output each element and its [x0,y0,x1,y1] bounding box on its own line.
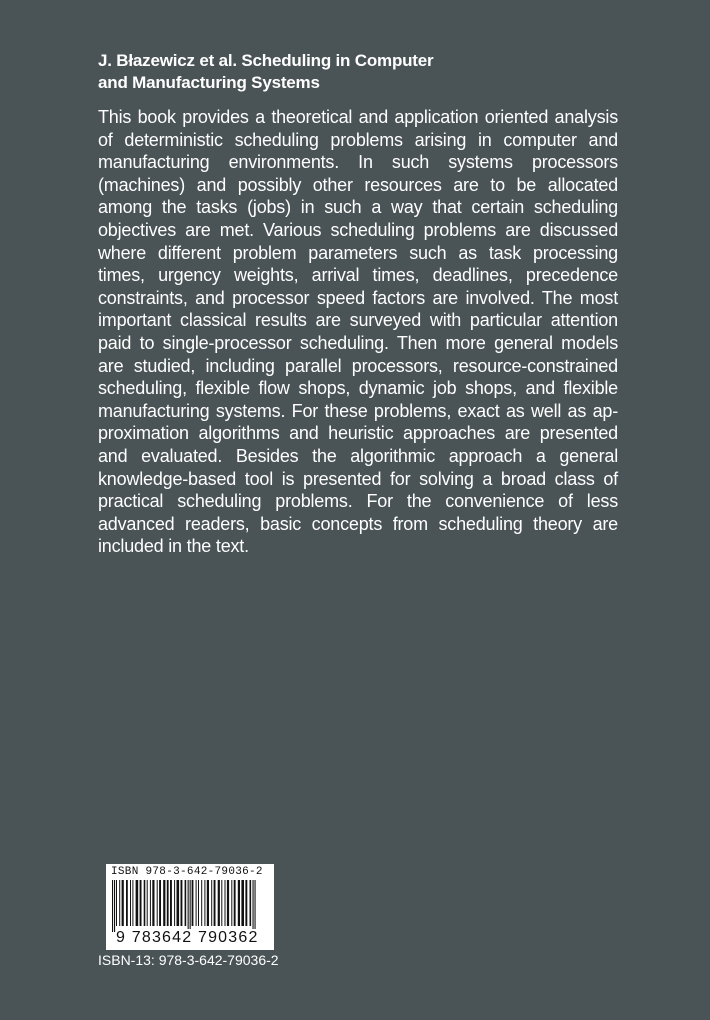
barcode-bar [167,880,169,926]
isbn-13-text: ISBN-13: 978-3-642-79036-2 [98,952,279,968]
barcode-bar [231,880,232,926]
barcode-label [106,864,274,950]
barcode-bar [198,880,199,926]
description-line: This book provides a theoretical and application oriented analysis [98,107,618,127]
description-line: constraints, and processor speed factors are involved. The most [98,287,618,308]
barcode-guard-bar [114,880,115,932]
description-line: among the tasks (jobs) in such a way that certain scheduling [98,197,618,218]
barcode-bar [238,880,240,926]
barcode-bar [163,880,165,926]
barcode-bar [204,880,205,926]
description-line: practical scheduling problems. For the convenience of less [98,491,618,512]
title-line-2: and Manufacturing Systems [98,73,320,92]
barcode-bar [116,880,117,926]
barcode-bar [214,880,216,926]
barcode-bar [185,880,187,926]
description-line: important classical results are surveyed with particular attention [98,310,618,331]
barcode-guard-bar [190,880,191,932]
barcode-bar [201,880,202,926]
book-description [98,106,618,558]
barcode-bar [196,880,197,926]
description-line: proximation algorithms and heuristic approaches are presented [98,423,618,444]
barcode-bar [192,880,194,926]
barcode-guard-bar [188,880,189,932]
barcode-bar [159,880,161,926]
barcode-bar [119,880,120,926]
barcode-bar [122,880,124,926]
description-line: manufacturing systems. For these problems, exact as well as ap- [98,400,618,421]
description-line: (machines) and possibly other resources are to be allocated [98,174,618,195]
barcode-bar [170,880,172,926]
barcode-bar [227,880,229,926]
description-line: included in the text. [98,536,249,557]
description-line: paid to single-processor scheduling. Then more general models [98,332,618,353]
barcode-bar [181,880,183,926]
description-line: times, urgency weights, arrival times, deadlines, precedence [98,265,618,286]
barcode-bar [140,880,142,926]
barcode-bar [241,880,244,926]
description-line: scheduling, flexible flow shops, dynamic job shops, and flexible [98,378,618,399]
barcode-bar [221,880,222,926]
barcode-bar [225,880,226,926]
barcode-bar [245,880,247,926]
barcode-bar [218,880,220,926]
barcode-bar [174,880,175,926]
description-line: of deterministic scheduling problems arising in computer and [98,129,618,150]
barcode-isbn-text: ISBN 978-3-642-79036-2 [111,866,263,878]
barcode-bar [150,880,151,926]
description-line: where different problem parameters such as task processing [98,242,618,263]
barcode-bars [110,880,270,932]
barcode-bar [234,880,236,926]
barcode-bar [147,880,148,926]
barcode-bar [207,880,209,926]
barcode-bar [130,880,131,926]
barcode-bar [211,880,212,926]
barcode-bar [126,880,128,926]
barcode-ean-digits: 9 783642 790362 [116,929,259,946]
description-line: advanced readers, basic concepts from scheduling theory are [98,513,618,534]
description-line: objectives are met. Various scheduling problems are discussed [98,219,618,240]
description-line: and evaluated. Besides the algorithmic approach a general [98,445,618,466]
barcode-bar [144,880,146,926]
barcode-guard-bar [112,880,113,932]
barcode-bar [136,880,139,926]
barcode-bar [250,880,252,926]
barcode-bar [157,880,158,926]
barcode-bar [177,880,180,926]
title-line-1: J. Błazewicz et al. Scheduling in Computer [98,51,434,70]
book-title [98,50,618,94]
description-line: are studied, including parallel processors, resource-constrained [98,355,618,376]
description-line: knowledge-based tool is presented for solving a broad class of [98,468,618,489]
barcode-bar [132,880,133,926]
description-line: manufacturing environments. In such systems processors [98,152,618,173]
barcode-guard-bar [255,880,256,932]
barcode-guard-bar [253,880,254,932]
barcode-bar [152,880,154,926]
